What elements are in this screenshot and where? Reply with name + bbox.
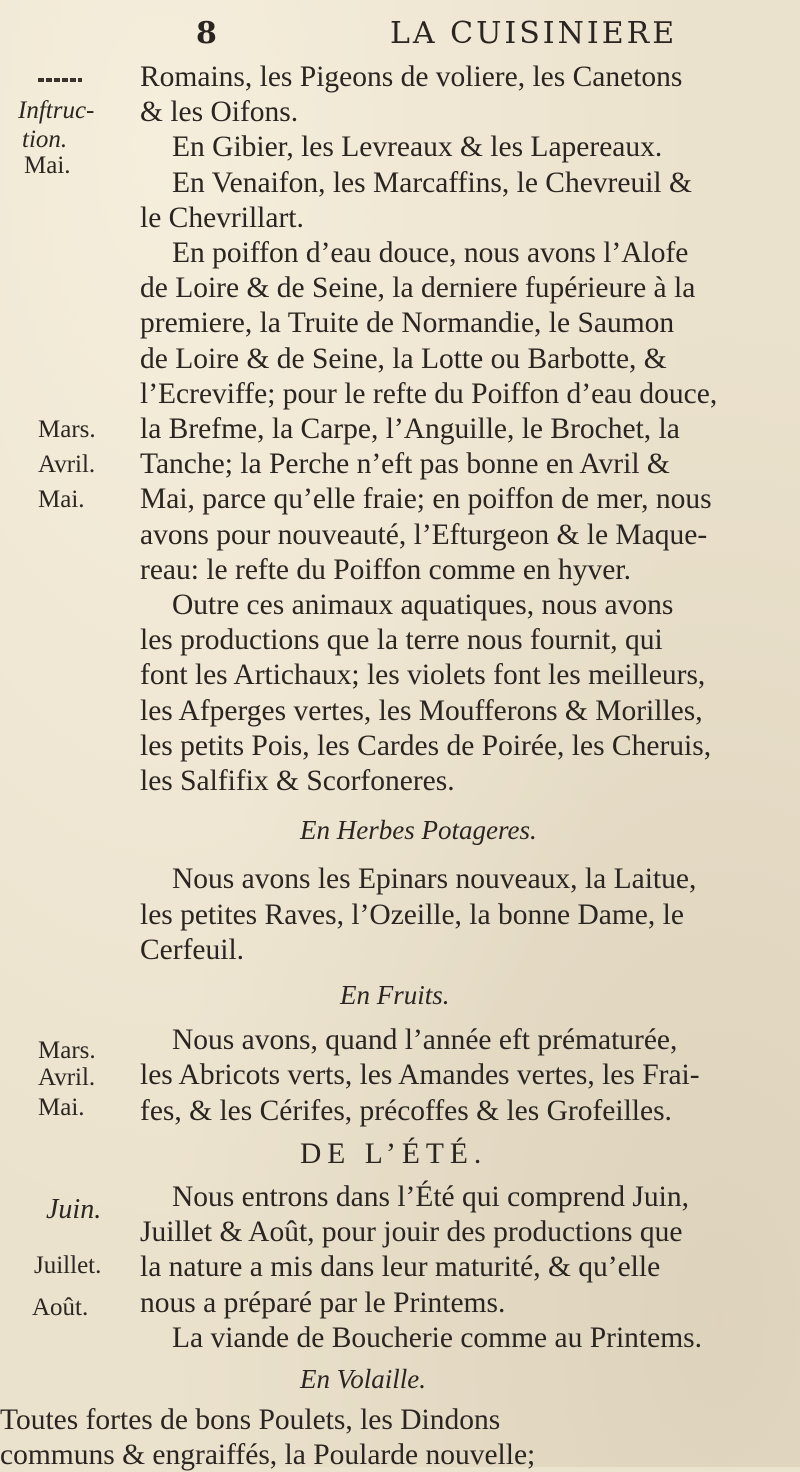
text-line: les petits Pois, les Cardes de Poirée, les Cheruis, bbox=[140, 729, 712, 762]
running-title: LA CUISINIERE bbox=[390, 16, 678, 51]
section-heading-herbes: En Herbes Potageres. bbox=[300, 815, 537, 846]
chapter-heading-ete: DE L’ÉTÉ. bbox=[300, 1137, 488, 1170]
text-line: La viande de Boucherie comme au Printems. bbox=[172, 1321, 703, 1354]
margin-note-instruction: Inftruc- bbox=[18, 97, 95, 125]
page-header bbox=[0, 10, 800, 50]
text-line: de Loire & de Seine, la derniere fupérieure à la bbox=[140, 272, 696, 305]
text-line: nous a préparé par le Printems. bbox=[140, 1286, 506, 1319]
text-line: Toutes fortes de bons Poulets, les Dindons bbox=[0, 1404, 501, 1437]
text-line: Mai, parce qu’elle fraie; en poiffon de mer, nous bbox=[140, 483, 712, 516]
margin-note-mai-3: Mai. bbox=[38, 1093, 85, 1121]
text-line: communs & engraiffés, la Poularde nouvelle; bbox=[0, 1439, 536, 1472]
text-line: En poiffon d’eau douce, nous avons l’Alofe bbox=[172, 237, 689, 269]
section-heading-volaille: En Volaille. bbox=[300, 1364, 426, 1394]
margin-note-mai: Mai. bbox=[24, 152, 71, 180]
text-line: l’Ecreviffe; pour le refte du Poiffon d’eau douce, bbox=[140, 377, 718, 410]
text-line: les Salfifix & Scorfoneres. bbox=[140, 765, 455, 797]
margin-note-juin: Juin. bbox=[46, 1194, 102, 1225]
text-line: avons pour nouveauté, l’Efturgeon & le Maque- bbox=[140, 518, 708, 551]
margin-note-mars-2: Mars. bbox=[38, 1037, 96, 1065]
text-line: Juillet & Août, pour jouir des productions que bbox=[140, 1216, 683, 1249]
text-line: Nous avons les Epinars nouveaux, la Laitue, bbox=[172, 863, 697, 896]
dash-ornament bbox=[38, 78, 82, 82]
text-line: les Afperges vertes, les Moufferons & Morilles, bbox=[140, 694, 703, 727]
text-line: Nous entrons dans l’Été qui comprend Juin, bbox=[172, 1181, 689, 1213]
margin-note-avril: Avril. bbox=[38, 451, 96, 479]
text-line: la nature a mis dans leur maturité, & qu’elle bbox=[140, 1251, 661, 1284]
text-line: Tanche; la Perche n’eft pas bonne en Avril & bbox=[140, 448, 670, 481]
text-line: le Chevrillart. bbox=[140, 201, 304, 234]
margin-note-aout: Août. bbox=[32, 1293, 89, 1321]
text-line: Outre ces animaux aquatiques, nous avons bbox=[172, 589, 674, 621]
text-line: font les Artichaux; les violets font les meilleurs, bbox=[140, 659, 706, 692]
margin-note-avril-2: Avril. bbox=[38, 1064, 96, 1092]
text-line: fes, & les Cérifes, précoffes & les Grofeilles. bbox=[140, 1094, 672, 1127]
text-line: reau: le refte du Poiffon comme en hyver. bbox=[140, 553, 631, 586]
text-line: de Loire & de Seine, la Lotte ou Barbotte, & bbox=[140, 342, 667, 375]
text-line: & les Oifons. bbox=[140, 96, 299, 129]
text-line: Cerfeuil. bbox=[140, 933, 245, 966]
text-line: les productions que la terre nous fournit, qui bbox=[140, 624, 663, 657]
text-line: les Abricots verts, les Amandes vertes, les Frai- bbox=[140, 1059, 700, 1092]
text-line: Romains, les Pigeons de voliere, les Canetons bbox=[140, 61, 683, 93]
margin-note-mars: Mars. bbox=[38, 416, 96, 443]
page-number: 8 bbox=[196, 16, 217, 51]
text-line: En Venaifon, les Marcaffins, le Chevreuil & bbox=[172, 166, 692, 199]
section-heading-fruits: En Fruits. bbox=[340, 980, 450, 1010]
margin-note-mai-2: Mai. bbox=[38, 486, 85, 514]
text-line: premiere, la Truite de Normandie, le Saumon bbox=[140, 307, 675, 340]
text-line: les petites Raves, l’Ozeille, la bonne Dame, le bbox=[140, 898, 684, 931]
text-line: Nous avons, quand l’année eft prématurée, bbox=[172, 1024, 678, 1057]
margin-note-juillet: Juillet. bbox=[34, 1252, 102, 1280]
text-line: la Brefme, la Carpe, l’Anguille, le Brochet, la bbox=[140, 413, 680, 445]
text-line: En Gibier, les Levreaux & les Lapereaux. bbox=[172, 131, 663, 164]
margin-note-instruction-end: tion. bbox=[22, 126, 68, 154]
